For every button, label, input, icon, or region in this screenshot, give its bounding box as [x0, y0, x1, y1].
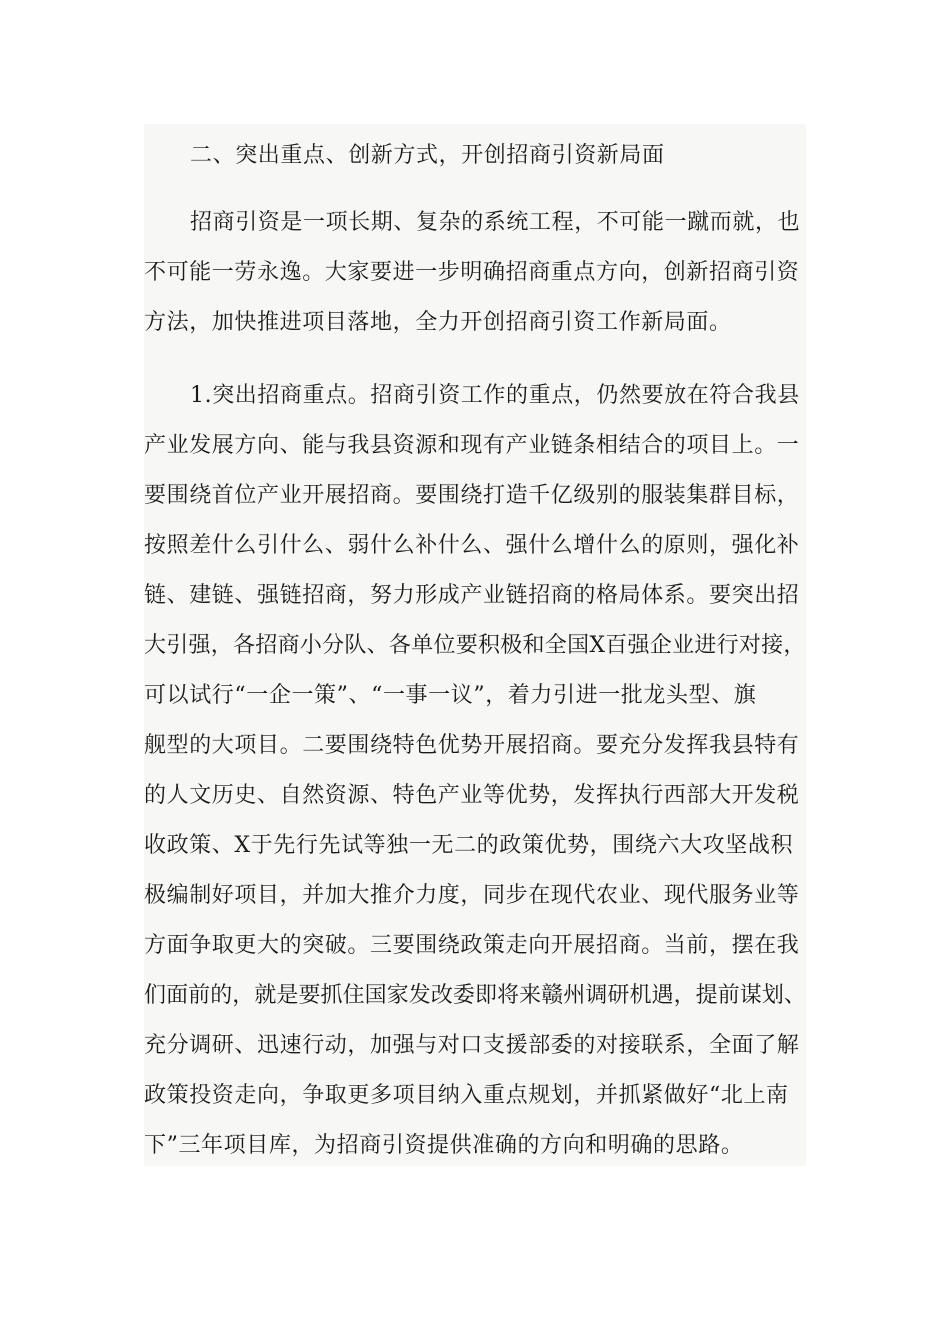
paragraph-line: 招商引资是一项长期、复杂的系统工程，不可能一蹴而就，也 — [190, 210, 801, 235]
paragraph-line: 要围绕首位产业开展招商。要围绕打造千亿级别的服装集群目标， — [144, 483, 800, 508]
paragraph-line: 大引强，各招商小分队、各单位要积极和全国X百强企业进行对接， — [144, 633, 806, 658]
paragraph-line: 政策投资走向，争取更多项目纳入重点规划，并抓紧做好“北上南 — [144, 1083, 789, 1108]
paragraph-line: 充分调研、迅速行动，加强与对口支援部委的对接联系，全面了解 — [144, 1033, 800, 1058]
paragraph-line: 方面争取更大的突破。三要围绕政策走向开展招商。当前，摆在我 — [144, 933, 800, 958]
paragraph-line: 方法，加快推进项目落地，全力开创招商引资工作新局面。 — [144, 310, 732, 335]
document-page — [144, 124, 806, 1166]
paragraph-line: 不可能一劳永逸。大家要进一步明确招商重点方向，创新招商引资 — [144, 260, 800, 285]
paragraph-line: 的人文历史、自然资源、特色产业等优势，发挥执行西部大开发税 — [144, 783, 800, 808]
paragraph-line: 们面前的，就是要抓住国家发改委即将来赣州调研机遇，提前谋划、 — [144, 983, 807, 1008]
paragraph-line: 链、建链、强链招商，努力形成产业链招商的格局体系。要突出招 — [144, 583, 800, 608]
paragraph-line: 1.突出招商重点。招商引资工作的重点，仍然要放在符合我县 — [190, 383, 800, 408]
paragraph-line: 下”三年项目库，为招商引资提供准确的方向和明确的思路。 — [144, 1133, 744, 1158]
paragraph-line: 按照差什么引什么、弱什么补什么、强什么增什么的原则，强化补 — [144, 533, 800, 558]
paragraph-line: 产业发展方向、能与我县资源和现有产业链条相结合的项目上。一 — [144, 433, 800, 458]
paragraph-line: 极编制好项目，并加大推介力度，同步在现代农业、现代服务业等 — [144, 883, 800, 908]
paragraph-line: 舰型的大项目。二要围绕特色优势开展招商。要充分发挥我县特有 — [144, 733, 800, 758]
paragraph-line: 收政策、X于先行先试等独一无二的政策优势，围绕六大攻坚战积 — [144, 833, 794, 858]
paragraph-line: 可以试行“一企一策”、“一事一议”，着力引进一批龙头型、旗 — [144, 683, 757, 708]
section-heading: 二、突出重点、创新方式，开创招商引资新局面 — [190, 143, 665, 168]
